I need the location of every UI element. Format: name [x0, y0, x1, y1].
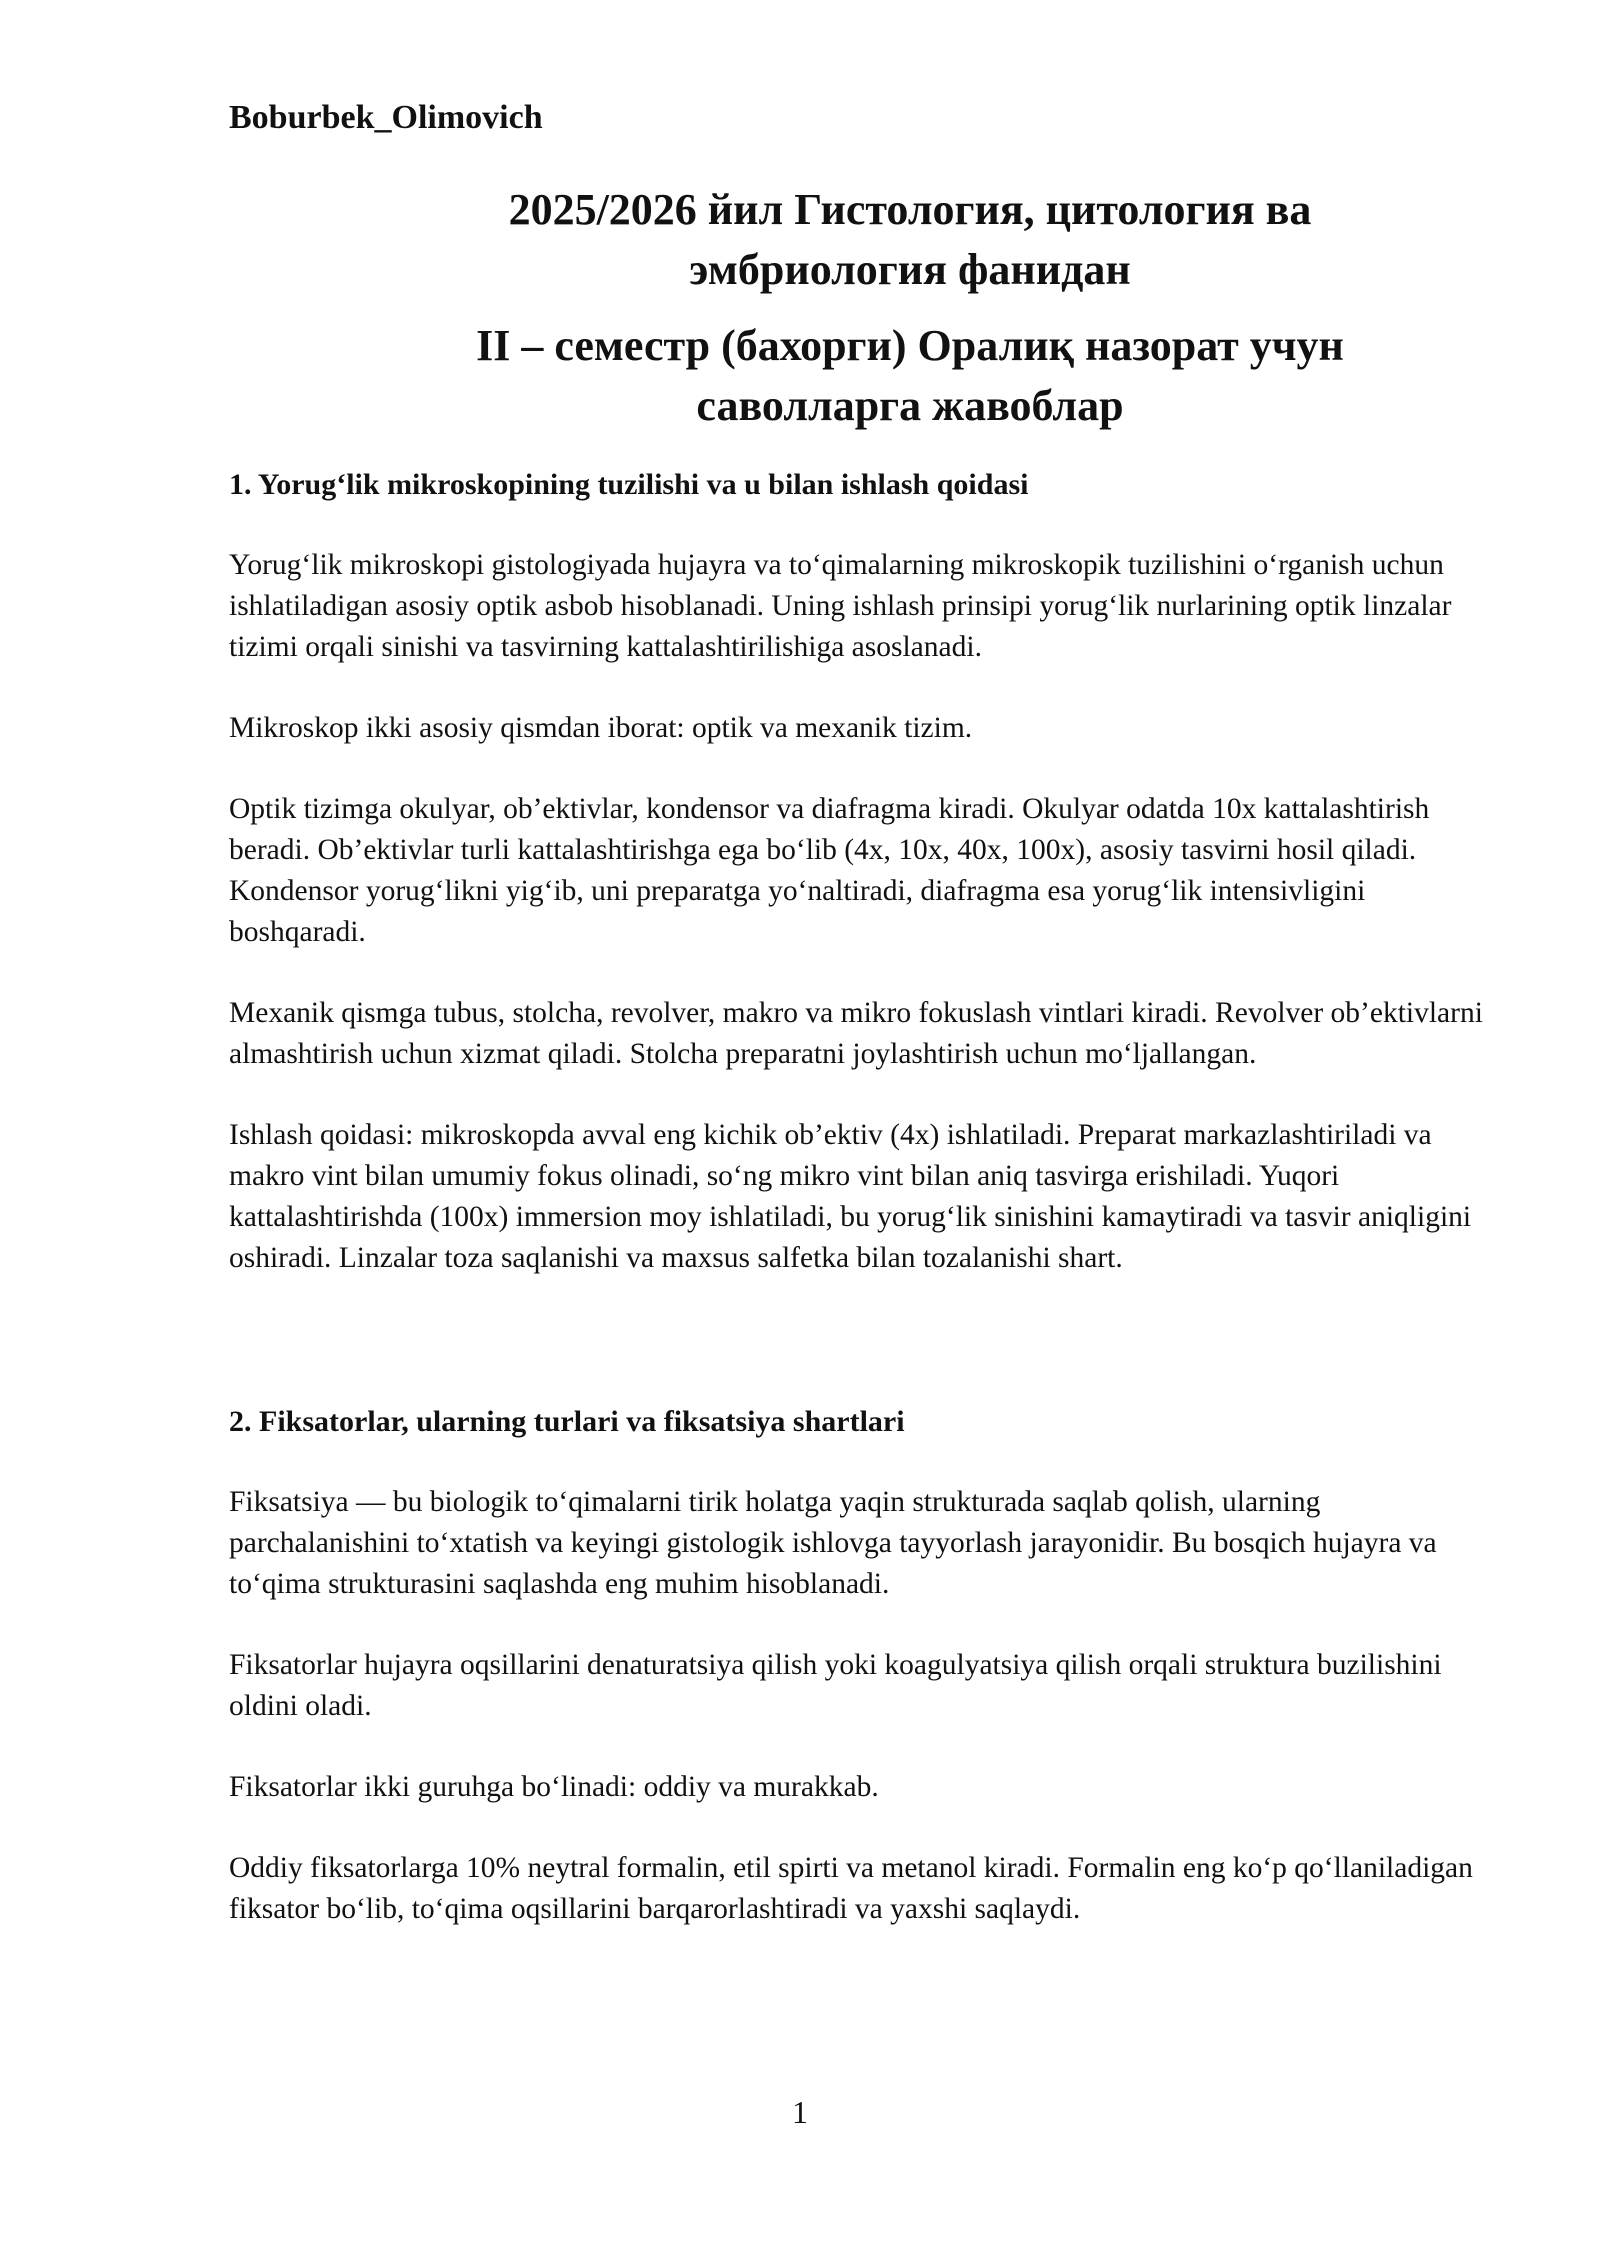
paragraph: Mikroskop ikki asosiy qismdan iborat: optik va mexanik tizim. — [229, 712, 973, 744]
paragraph: Ishlash qoidasi: mikroskopda avval eng kichik ob’ektiv (4x) ishlatiladi. Preparat markazlashtiriladi va makro vint bilan umumiy fokus olinadi, so‘ng mikro vint bilan aniq tasvirga erishiladi. Yuqori kattalashtirishda (100x) immersion moy ishlatiladi, bu yorug‘lik sinishini kamaytiradi va tasvir aniqligini oshiradi. Linzalar toza saqlanishi va maxsus salfetka bilan tozalanishi shart. — [229, 1119, 1472, 1274]
document-body — [229, 464, 1489, 1930]
document-title: 2025/2026 йил Гистология, цитология ва эмбриология фанидан — [508, 185, 1312, 294]
paragraph: Fiksatorlar hujayra oqsillarini denaturatsiya qilish yoki koagulyatsiya qilish orqali struktura buzilishini oldini oladi. — [229, 1649, 1442, 1722]
section-heading-microscope: 1. Yorug‘lik mikroskopining tuzilishi va u bilan ishlash qoidasi — [229, 468, 1029, 501]
page-number: 1 — [792, 2094, 808, 2130]
paragraph: Fiksatsiya — bu biologik to‘qimalarni tirik holatga yaqin strukturada saqlab qolish, ularning parchalanishini to‘xtatish va keyingi gistologik ishlovga tayyorlash jarayonidir. Bu bosqich hujayra va to‘qima strukturasini saqlashda eng muhim hisoblanadi. — [229, 1486, 1437, 1600]
section-heading-fixators: 2. Fiksatorlar, ularning turlari va fiksatsiya shartlari — [229, 1405, 905, 1438]
paragraph: Yorug‘lik mikroskopi gistologiyada hujayra va to‘qimalarning mikroskopik tuzilishini o‘rganish uchun ishlatiladigan asosiy optik asbob hisoblanadi. Uning ishlash prinsipi yorug‘lik nurlarining optik linzalar tizimi orqali sinishi va tasvirning kattalashtirilishiga asoslanadi. — [229, 549, 1452, 663]
author-name: Boburbek_Olimovich — [229, 99, 543, 136]
document-subtitle: II – семестр (бахорги) Оралиқ назорат учун саволларга жавоблар — [476, 321, 1344, 430]
paragraph: Fiksatorlar ikki guruhga bo‘linadi: oddiy va murakkab. — [229, 1771, 879, 1803]
paragraph: Oddiy fiksatorlarga 10% neytral formalin, etil spirti va metanol kiradi. Formalin eng ko‘p qo‘llaniladigan fiksator bo‘lib, to‘qima oqsillarini barqarorlashtiradi va yaxshi saqlaydi. — [229, 1852, 1473, 1925]
paragraph: Optik tizimga okulyar, ob’ektivlar, kondensor va diafragma kiradi. Okulyar odatda 10x kattalashtirish beradi. Ob’ektivlar turli kattalashtirishga ega bo‘lib (4x, 10x, 40x, 100x), asosiy tasvirni hosil qiladi. Kondensor yorug‘likni yig‘ib, uni preparatga yo‘naltiradi, diafragma esa yorug‘lik intensivligini boshqaradi. — [229, 793, 1430, 948]
paragraph: Mexanik qismga tubus, stolcha, revolver, makro va mikro fokuslash vintlari kiradi. Revolver ob’ektivlarni almashtirish uchun xizmat qiladi. Stolcha preparatni joylashtirish uchun mo‘ljallangan. — [229, 997, 1483, 1070]
